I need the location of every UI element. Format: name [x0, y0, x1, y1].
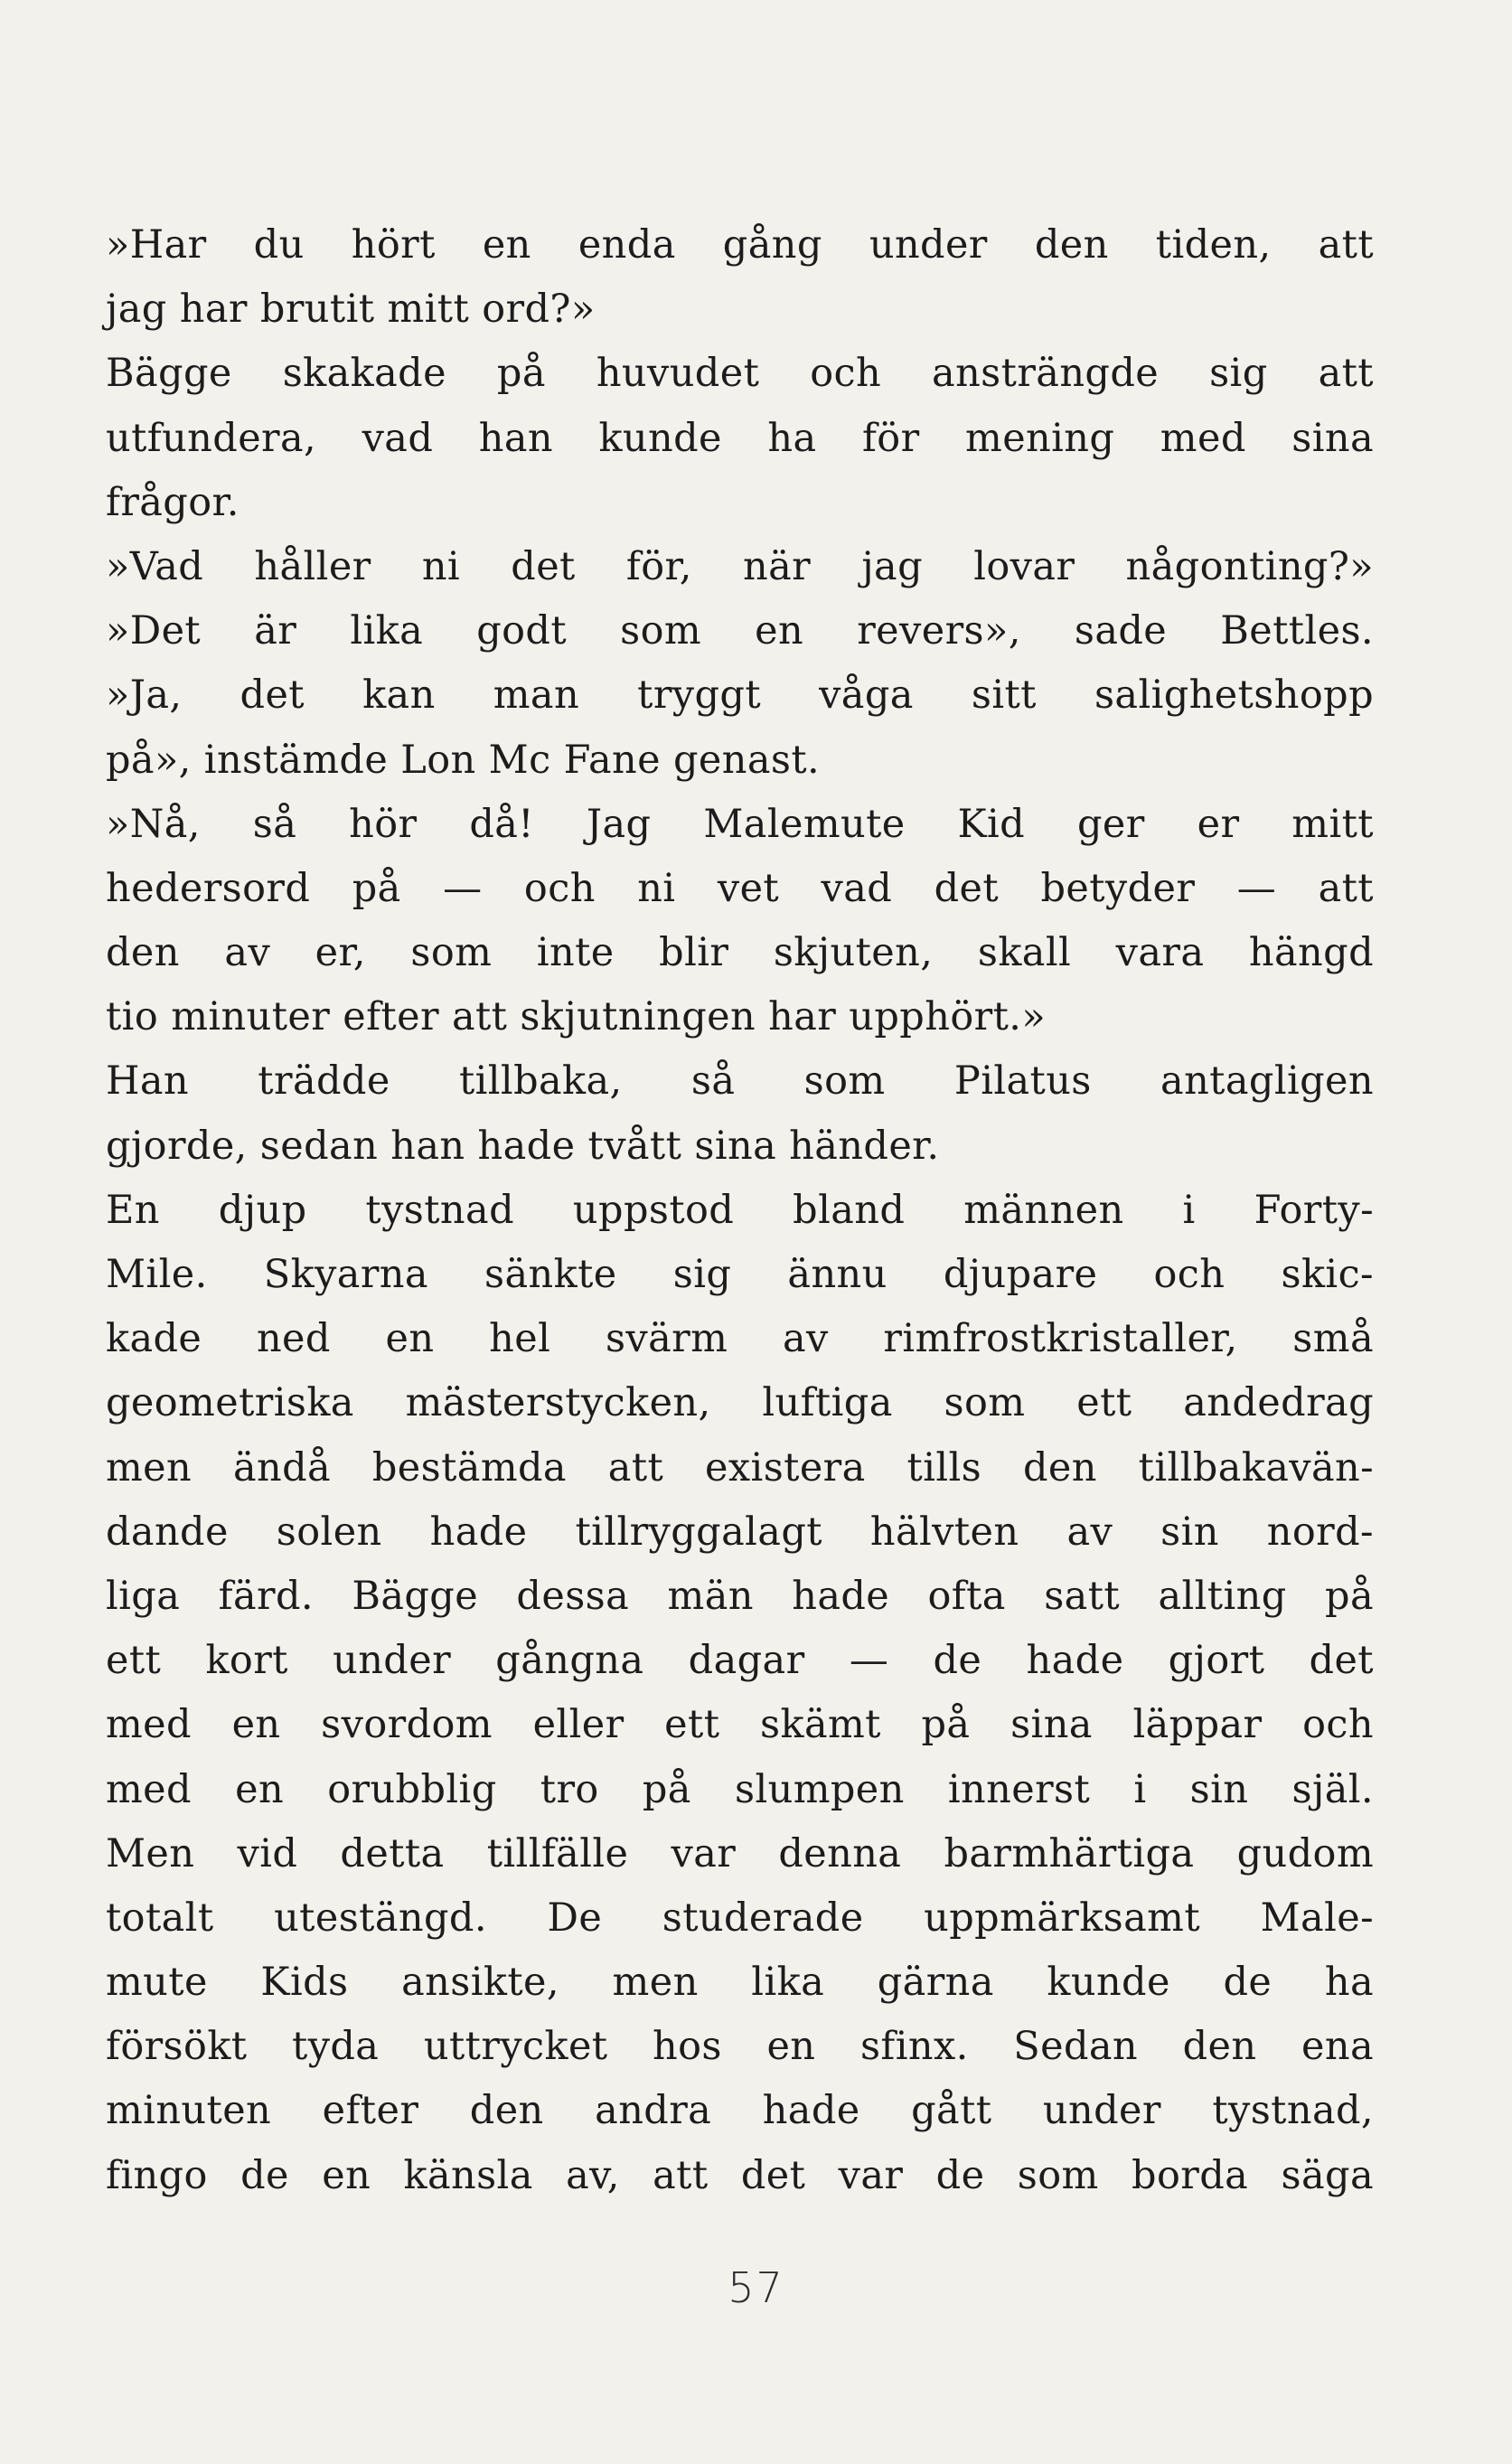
text-line: Bägge skakade på huvudet och ansträngde sig att [106, 351, 1374, 397]
text-line: ett kort under gångna dagar — de hade gjort det [106, 1638, 1374, 1684]
text-line: Men vid detta tillfälle var denna barmhärtiga gudom [106, 1830, 1374, 1876]
text-line: tio minuter efter att skjutningen har upphört.» [106, 994, 1047, 1040]
text-line: kade ned en hel svärm av rimfrostkristaller, små [106, 1316, 1374, 1362]
body-text [106, 213, 1374, 2208]
text-line: hedersord på — och ni vet vad det betyder — att [106, 865, 1374, 911]
text-line: med en orubblig tro på slumpen innerst i sin själ. [106, 1766, 1374, 1812]
text-line: den av er, som inte blir skjuten, skall vara hängd [106, 930, 1374, 976]
text-line: jag har brutit mitt ord?» [106, 287, 596, 333]
text-line: »Vad håller ni det för, när jag lovar någonting?» [106, 543, 1374, 589]
text-line: mute Kids ansikte, men lika gärna kunde de ha [106, 1960, 1374, 2006]
text-line: fingo de en känsla av, att det var de som borda säga [106, 2152, 1374, 2198]
page-number: 57 [728, 2263, 784, 2312]
text-line: utfundera, vad han kunde ha för mening med sina [106, 415, 1374, 461]
text-line: Mile. Skyarna sänkte sig ännu djupare och skic- [106, 1252, 1374, 1297]
text-line: minuten efter den andra hade gått under tystnad, [106, 2088, 1374, 2134]
text-line: geometriska mästerstycken, luftiga som ett andedrag [106, 1380, 1374, 1426]
text-line: En djup tystnad uppstod bland männen i Forty- [106, 1187, 1374, 1233]
text-line: liga färd. Bägge dessa män hade ofta satt allting på [106, 1573, 1374, 1619]
text-line: försökt tyda uttrycket hos en sfinx. Sedan den ena [106, 2024, 1374, 2070]
text-line: »Nå, så hör då! Jag Malemute Kid ger er mitt [106, 801, 1374, 847]
text-line: Han trädde tillbaka, så som Pilatus antagligen [106, 1058, 1374, 1105]
text-line: gjorde, sedan han hade tvått sina händer. [106, 1123, 940, 1169]
text-line: med en svordom eller ett skämt på sina läppar och [106, 1702, 1374, 1748]
text-line: »Har du hört en enda gång under den tiden, att [106, 222, 1374, 268]
text-line: frågor. [106, 479, 239, 525]
text-line: men ändå bestämda att existera tills den tillbakavän- [106, 1444, 1374, 1491]
text-line: dande solen hade tillryggalagt hälvten av sin nord- [106, 1509, 1374, 1555]
text-line: på», instämde Lon Mc Fane genast. [106, 737, 821, 783]
text-line: »Det är lika godt som en revers», sade Bettles. [106, 608, 1374, 654]
text-line: »Ja, det kan man tryggt våga sitt salighetshopp [106, 672, 1374, 719]
text-line: totalt utestängd. De studerade uppmärksamt Male- [106, 1895, 1374, 1941]
